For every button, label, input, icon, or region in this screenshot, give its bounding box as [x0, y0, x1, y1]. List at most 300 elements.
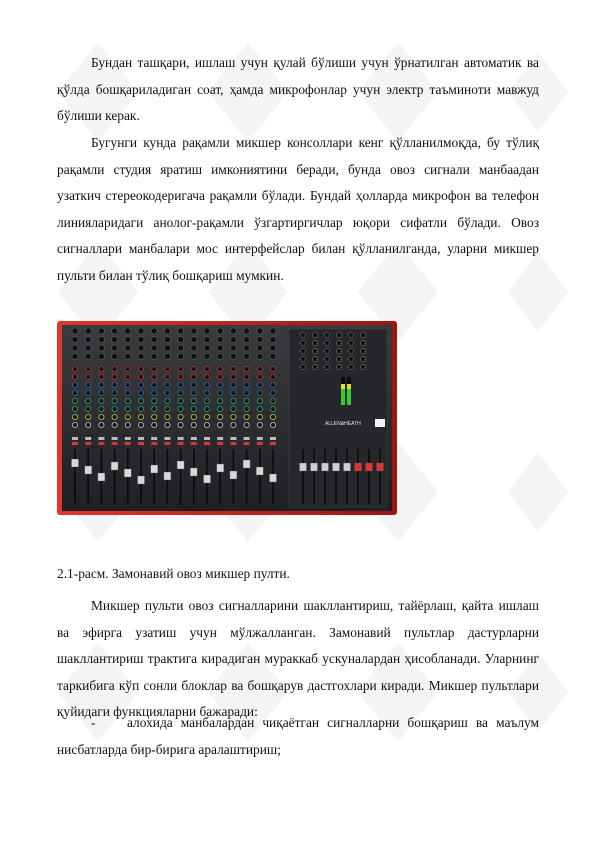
knob	[231, 390, 236, 395]
paragraph-intro: Бундан ташқари, ишлаш учун қулай бўлиши учун ўрнатилган автоматик ва қўлда бошқариладиган соат, ҳамда микрофонлар учун электр таъминоти мавжуд бўлиши керак.	[57, 55, 539, 124]
knob	[72, 398, 77, 403]
knob	[112, 374, 117, 379]
knob	[72, 414, 77, 419]
knob	[152, 390, 157, 395]
knob	[86, 382, 91, 387]
knob	[270, 390, 275, 395]
knob	[138, 345, 144, 351]
knob	[204, 406, 209, 411]
fader-cap	[217, 464, 224, 472]
fader-slot	[357, 449, 359, 504]
level-meter-fill	[347, 389, 351, 405]
knob	[231, 382, 236, 387]
knob	[204, 353, 210, 359]
knob	[125, 336, 131, 342]
knob	[138, 406, 143, 411]
button	[230, 442, 236, 445]
knob	[218, 422, 223, 427]
fader-cap	[177, 461, 184, 469]
button	[191, 437, 197, 440]
button	[217, 442, 223, 445]
button	[178, 442, 184, 445]
knob	[164, 345, 170, 351]
button	[178, 437, 184, 440]
fader-cap	[151, 465, 158, 473]
knob	[178, 422, 183, 427]
fader-cap	[256, 467, 263, 475]
knob	[99, 414, 104, 419]
knob	[72, 382, 77, 387]
knob	[165, 382, 170, 387]
knob	[204, 336, 210, 342]
knob	[244, 414, 249, 419]
fader-cap	[98, 473, 105, 481]
fader-cap	[85, 466, 92, 474]
knob	[231, 374, 236, 379]
knob	[324, 356, 329, 361]
knob	[257, 345, 263, 351]
knob	[85, 336, 91, 342]
level-meter-fill	[341, 389, 345, 405]
button	[112, 442, 118, 445]
knob	[257, 328, 263, 334]
knob	[125, 422, 130, 427]
knob	[191, 398, 196, 403]
button	[85, 437, 91, 440]
knob	[191, 422, 196, 427]
button	[85, 442, 91, 445]
knob	[231, 366, 236, 371]
knob	[99, 406, 104, 411]
knob	[324, 348, 329, 353]
knob	[300, 332, 305, 337]
knob	[270, 414, 275, 419]
fader-slot	[335, 449, 337, 504]
brand-label: ALLEN&HEATH	[325, 421, 361, 427]
button	[257, 442, 263, 445]
knob	[85, 328, 91, 334]
knob	[112, 328, 118, 334]
knob	[125, 382, 130, 387]
knob	[324, 364, 329, 369]
knob	[257, 414, 262, 419]
knob	[348, 348, 353, 353]
knob	[138, 398, 143, 403]
knob	[217, 353, 223, 359]
knob	[204, 374, 209, 379]
knob	[112, 398, 117, 403]
knob	[218, 398, 223, 403]
button	[72, 437, 78, 440]
knob	[72, 336, 78, 342]
button	[204, 437, 210, 440]
knob	[165, 390, 170, 395]
button	[125, 442, 131, 445]
knob	[231, 414, 236, 419]
knob	[244, 336, 250, 342]
knob	[191, 390, 196, 395]
button	[204, 442, 210, 445]
figure-caption: 2.1-расм. Замонавий овоз микшер пулти.	[57, 566, 290, 581]
knob	[165, 406, 170, 411]
button	[257, 437, 263, 440]
fader-slot	[313, 449, 315, 504]
knob	[178, 390, 183, 395]
knob	[244, 353, 250, 359]
knob	[152, 422, 157, 427]
knob	[336, 340, 341, 345]
fader-cap	[366, 463, 373, 471]
button	[138, 442, 144, 445]
fader-cap	[300, 463, 307, 471]
knob	[218, 390, 223, 395]
fader-cap	[311, 463, 318, 471]
knob	[300, 364, 305, 369]
knob	[204, 414, 209, 419]
fader-slot	[379, 449, 381, 504]
knob	[151, 328, 157, 334]
knob	[257, 398, 262, 403]
knob	[151, 336, 157, 342]
knob	[112, 382, 117, 387]
knob	[191, 366, 196, 371]
knob	[270, 366, 275, 371]
knob	[99, 422, 104, 427]
knob	[98, 345, 104, 351]
knob	[72, 353, 78, 359]
knob	[348, 340, 353, 345]
knob	[244, 422, 249, 427]
knob	[218, 406, 223, 411]
button	[164, 437, 170, 440]
knob	[244, 398, 249, 403]
knob	[348, 332, 353, 337]
knob	[152, 406, 157, 411]
knob	[165, 398, 170, 403]
knob	[218, 374, 223, 379]
knob	[230, 336, 236, 342]
knob	[191, 328, 197, 334]
knob	[165, 422, 170, 427]
knob	[178, 345, 184, 351]
knob	[270, 382, 275, 387]
fader-slot	[114, 449, 116, 504]
knob	[348, 356, 353, 361]
knob	[178, 382, 183, 387]
knob	[336, 356, 341, 361]
knob	[218, 382, 223, 387]
knob	[231, 422, 236, 427]
fader-cap	[355, 463, 362, 471]
knob	[324, 332, 329, 337]
button	[244, 437, 250, 440]
fader-slot	[346, 449, 348, 504]
logo-badge	[375, 419, 385, 427]
knob	[217, 328, 223, 334]
fader-cap	[204, 475, 211, 483]
fader-cap	[72, 459, 79, 467]
knob	[257, 406, 262, 411]
knob	[125, 353, 131, 359]
knob	[99, 398, 104, 403]
knob	[244, 345, 250, 351]
knob	[99, 382, 104, 387]
knob	[257, 422, 262, 427]
button	[98, 437, 104, 440]
knob	[300, 340, 305, 345]
fader-slot	[219, 449, 221, 504]
knob	[257, 390, 262, 395]
knob	[244, 406, 249, 411]
fader-slot	[193, 449, 195, 504]
knob	[138, 382, 143, 387]
knob	[312, 332, 317, 337]
knob	[312, 356, 317, 361]
knob	[86, 398, 91, 403]
knob	[191, 382, 196, 387]
knob	[360, 348, 365, 353]
knob	[230, 328, 236, 334]
fader-cap	[322, 463, 329, 471]
knob	[151, 345, 157, 351]
list-bullet-marker: -	[91, 715, 96, 730]
knob	[112, 390, 117, 395]
knob	[85, 353, 91, 359]
knob	[204, 390, 209, 395]
button	[72, 442, 78, 445]
knob	[125, 328, 131, 334]
knob	[164, 336, 170, 342]
knob	[86, 406, 91, 411]
knob	[99, 366, 104, 371]
knob	[99, 390, 104, 395]
knob	[191, 374, 196, 379]
fader-slot	[74, 449, 76, 504]
knob	[98, 328, 104, 334]
fader-slot	[180, 449, 182, 504]
fader-cap	[344, 463, 351, 471]
knob	[99, 374, 104, 379]
fader-slot	[302, 449, 304, 504]
knob	[164, 353, 170, 359]
knob	[85, 345, 91, 351]
knob	[112, 414, 117, 419]
knob	[191, 414, 196, 419]
fader-cap	[243, 460, 250, 468]
knob	[360, 332, 365, 337]
knob	[218, 366, 223, 371]
knob	[125, 345, 131, 351]
knob	[270, 345, 276, 351]
knob	[152, 374, 157, 379]
knob	[112, 336, 118, 342]
knob	[336, 364, 341, 369]
knob	[125, 414, 130, 419]
knob	[112, 345, 118, 351]
knob	[270, 406, 275, 411]
knob	[300, 348, 305, 353]
knob	[72, 366, 77, 371]
knob	[138, 336, 144, 342]
knob	[204, 366, 209, 371]
knob	[112, 366, 117, 371]
knob	[72, 345, 78, 351]
knob	[231, 398, 236, 403]
knob	[165, 374, 170, 379]
knob	[125, 374, 130, 379]
button	[98, 442, 104, 445]
knob	[360, 364, 365, 369]
button	[217, 437, 223, 440]
knob	[178, 398, 183, 403]
knob	[138, 328, 144, 334]
button	[125, 437, 131, 440]
fader-cap	[190, 468, 197, 476]
mixer-console-photo	[57, 321, 397, 515]
knob	[178, 374, 183, 379]
knob	[312, 340, 317, 345]
knob	[270, 336, 276, 342]
fader-slot	[368, 449, 370, 504]
knob	[270, 422, 275, 427]
knob	[204, 422, 209, 427]
knob	[336, 348, 341, 353]
knob	[178, 366, 183, 371]
knob	[98, 353, 104, 359]
knob	[138, 374, 143, 379]
knob	[86, 366, 91, 371]
knob	[178, 406, 183, 411]
knob	[257, 336, 263, 342]
knob	[312, 348, 317, 353]
knob	[178, 414, 183, 419]
button	[151, 442, 157, 445]
button	[191, 442, 197, 445]
fader-cap	[333, 463, 340, 471]
knob	[191, 345, 197, 351]
knob	[178, 336, 184, 342]
master-section	[289, 329, 387, 507]
knob	[178, 353, 184, 359]
knob	[360, 340, 365, 345]
knob	[125, 366, 130, 371]
knob	[204, 382, 209, 387]
knob	[230, 345, 236, 351]
knob	[125, 390, 130, 395]
fader-slot	[87, 449, 89, 504]
knob	[72, 390, 77, 395]
list-item-text: алохида манбалардан чиқаётган сигналларни бошқариш ва маълум нисбатларда бир-бирига аралаштириш;	[57, 715, 539, 757]
knob	[72, 374, 77, 379]
knob	[244, 366, 249, 371]
knob	[165, 414, 170, 419]
knob	[138, 353, 144, 359]
knob	[336, 332, 341, 337]
knob	[152, 414, 157, 419]
fader-slot	[259, 449, 261, 504]
knob	[270, 398, 275, 403]
knob	[360, 356, 365, 361]
knob	[138, 390, 143, 395]
button	[138, 437, 144, 440]
button	[151, 437, 157, 440]
fader-cap	[138, 476, 145, 484]
knob	[270, 328, 276, 334]
knob	[178, 328, 184, 334]
fader-cap	[111, 462, 118, 470]
knob	[204, 345, 210, 351]
knob	[257, 374, 262, 379]
knob	[324, 340, 329, 345]
fader-cap	[270, 474, 277, 482]
fader-slot	[246, 449, 248, 504]
knob	[244, 382, 249, 387]
knob	[217, 345, 223, 351]
knob	[112, 422, 117, 427]
paragraph-digital-consoles: Бугунги кунда рақамли микшер консоллари кенг қўлланилмоқда, бу тўлиқ рақамли студия яратиш имкониятини беради, бунда овоз сигнали манбаадан узаткич стереокодеригача рақамли бўлади. Бундай ҳолларда микрофон ва телефон линияларидаги анолог-рақамли ўзгартиргичлар юқори сифатли бўлади. Овоз сигналлари манбалари мос интерфейслар билан қўлланилганда, уларни микшер пульти билан тўлиқ бошқариш мумкин.	[57, 135, 539, 283]
knob	[165, 366, 170, 371]
paragraph-mixer-purpose: Микшер пульти овоз сигналларини шакллантириш, тайёрлаш, қайта ишлаш ва эфирга узатиш учун мўлжалланган. Замонавий пультлар дастурларни шакллантириш трактига кирадиган мураккаб ускуналардан ҳисобланади. Уларнинг таркибига кўп сонли блоклар ва бошқарув дастгохлари киради. Микшер пультлари қуйидаги функцияларни бажаради:	[57, 598, 539, 720]
knob	[191, 336, 197, 342]
knob	[152, 366, 157, 371]
knob	[270, 374, 275, 379]
knob	[231, 406, 236, 411]
button	[230, 437, 236, 440]
knob	[300, 356, 305, 361]
knob	[152, 398, 157, 403]
button	[112, 437, 118, 440]
knob	[86, 414, 91, 419]
knob	[257, 382, 262, 387]
knob	[270, 353, 276, 359]
knob	[312, 364, 317, 369]
knob	[152, 382, 157, 387]
knob	[138, 366, 143, 371]
knob	[230, 353, 236, 359]
button	[164, 442, 170, 445]
fader-cap	[377, 463, 384, 471]
knob	[217, 336, 223, 342]
knob	[244, 328, 250, 334]
knob	[204, 398, 209, 403]
knob	[86, 374, 91, 379]
knob	[151, 353, 157, 359]
knob	[86, 390, 91, 395]
knob	[138, 422, 143, 427]
knob	[98, 336, 104, 342]
button	[270, 437, 276, 440]
knob	[191, 406, 196, 411]
knob	[257, 366, 262, 371]
knob	[244, 374, 249, 379]
knob	[125, 398, 130, 403]
level-meter-peak	[341, 384, 345, 389]
button	[244, 442, 250, 445]
fader-slot	[153, 449, 155, 504]
knob	[112, 353, 118, 359]
fader-cap	[230, 471, 237, 479]
fader-cap	[164, 472, 171, 480]
knob	[72, 328, 78, 334]
knob	[72, 406, 77, 411]
knob	[72, 422, 77, 427]
level-meter-peak	[347, 384, 351, 389]
knob	[125, 406, 130, 411]
fader-slot	[324, 449, 326, 504]
button	[270, 442, 276, 445]
knob	[204, 328, 210, 334]
knob	[138, 414, 143, 419]
